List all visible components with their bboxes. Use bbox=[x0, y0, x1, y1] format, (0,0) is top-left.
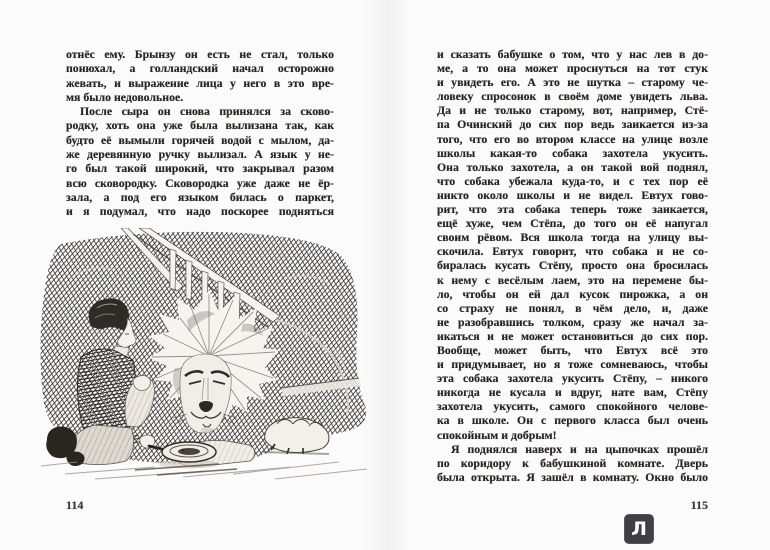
text-line: Она только захотела, а он такой вой поднял, bbox=[437, 159, 708, 174]
page-number-left: 114 bbox=[66, 498, 84, 512]
text-line: жевать, и выражение лица у него в это вре- bbox=[66, 75, 334, 90]
text-line: никто около школы и не видел. Евтух гово- bbox=[437, 187, 708, 202]
text-line: биралась кусать Стёпу, просто она бросилась bbox=[437, 258, 708, 273]
text-line: того, что его во втором классе на улице возле bbox=[437, 131, 708, 146]
text-line: го был такой широкий, что закрывал разом bbox=[66, 161, 334, 176]
text-line: Вообще, может быть, что Евтух всё это bbox=[437, 342, 708, 357]
text-line: своим рёвом. Вся школа тогда на улицу вы- bbox=[437, 230, 708, 245]
text-line: же деревянную ручку вылизал. А язык у не- bbox=[66, 147, 334, 162]
text-line: После сыра он снова принялся за сково- bbox=[80, 104, 334, 119]
text-line: родку, хоть она уже была вылизана так, как bbox=[66, 118, 334, 133]
text-line: захотела укусить, самого спокойного челове- bbox=[437, 399, 708, 414]
text-line: ме, а то она может проснуться на тот стук bbox=[437, 61, 708, 76]
text-line: понюхал, а голландский начал осторожно bbox=[66, 61, 334, 76]
labirint-watermark bbox=[624, 514, 654, 544]
text-line: и я подумал, что надо поскорее подняться bbox=[66, 204, 334, 219]
page-number-right: 115 bbox=[690, 498, 708, 512]
lion-paw bbox=[263, 418, 329, 454]
text-line: спокойным и добрым! bbox=[437, 427, 557, 442]
text-line: мя было недовольное. bbox=[66, 89, 184, 104]
page-right-text bbox=[437, 47, 708, 484]
text-line: отнёс ему. Брынзу он есть не стал, только bbox=[66, 47, 334, 61]
text-line: па Очинский до сих пор ведь заикается из-за bbox=[437, 117, 708, 132]
text-line: никогда не кусала и вдруг, нате вам, Стёпу bbox=[437, 385, 708, 400]
text-line: ловеку спросонок в своём доме увидеть льва. bbox=[437, 89, 708, 104]
page-left-text bbox=[66, 47, 334, 219]
text-line: будто её вымыли горячей водой с мылом, да- bbox=[66, 132, 334, 147]
text-line: рит, что эта собака теперь тоже заикается, bbox=[437, 202, 708, 217]
text-line: зала, а под его языком билась о паркет, bbox=[66, 189, 334, 204]
text-line: всю сковородку. Сковородка уже даже не ёр- bbox=[66, 175, 334, 190]
text-line: по коридору к бабушкиной комнате. Дверь bbox=[437, 455, 708, 470]
text-line: ло, чтобы он ей дал кусок пирожка, а он bbox=[437, 286, 708, 301]
text-line: и сказать бабушке о том, что у нас лев в до- bbox=[437, 47, 708, 61]
text-line: ка в школе. Он с первого класса был очень bbox=[437, 413, 708, 428]
text-line: не разобравшись толком, сразу же начал за- bbox=[437, 314, 708, 329]
text-line: икаться и не может остановиться до сих пор. bbox=[437, 328, 708, 343]
page-gutter-shadow bbox=[362, 0, 412, 550]
text-line: Да и не только старому, вот, например, Стё- bbox=[437, 103, 708, 118]
text-line: со страху не понял, в чём дело, и, даже bbox=[437, 300, 708, 315]
watermark-letter: Л bbox=[631, 518, 647, 540]
text-line: Я поднялся наверх и на цыпочках прошёл bbox=[451, 441, 708, 456]
text-line: и увидеть его. А это не шутка – старому че- bbox=[437, 75, 708, 90]
lion-illustration bbox=[37, 228, 367, 480]
text-line: что собака убежала куда-то, и с тех пор её bbox=[437, 173, 708, 188]
text-line: была открыта. Я зашёл в комнату. Окно было bbox=[437, 469, 708, 484]
text-line: к нему с весёлым лаем, это на перемене бы- bbox=[437, 272, 708, 287]
text-line: скочила. Евтух говорит, что собака и не со- bbox=[437, 244, 708, 259]
text-line: школы какая-то собака захотела укусить. bbox=[437, 145, 708, 160]
text-line: ещё хуже, чем Стёпа, до того он её напугал bbox=[437, 216, 708, 231]
text-line: эта собака захотела укусить Стёпу, – никого bbox=[437, 371, 708, 386]
text-line: и придумывает, но я тоже сомневаюсь, чтобы bbox=[437, 357, 708, 372]
